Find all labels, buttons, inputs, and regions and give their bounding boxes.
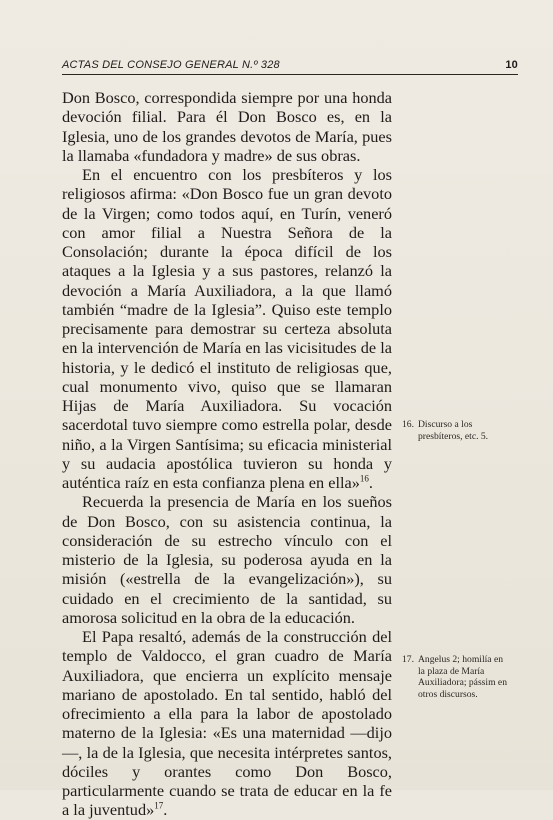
header-rule: [62, 74, 518, 75]
paragraph-3: Recuerda la presencia de María en los sueños de Don Bosco, con su asistencia continua, la consideración de su estrecho vínculo con el misterio de la Iglesia, su poderosa ayuda en la misión («estrella de la evangelización»), su cuidado en el crecimiento de la santidad, su amorosa solicitud en la obra de la educación.: [62, 492, 392, 627]
note-text: Angelus 2; homilía en la plaza de María Auxiliadora; pássim en otros discursos.: [418, 654, 507, 700]
footnote-ref-17: 17: [154, 800, 164, 811]
running-header: [62, 58, 518, 74]
note-text: Discurso a los presbíteros, etc. 5.: [418, 419, 489, 442]
paragraph-2: En el encuentro con los presbíteros y los religiosos afirma: «Don Bosco fue un gran devoto de la Virgen; como todos aquí, en Turín, veneró con amor filial a Nuestra Señora de la Consolación; durante la época difícil de los ataques a la Iglesia y a sus pastores, relanzó la devoción a María Auxiliadora, a la que llamó también “madre de la Iglesia”. Quiso este templo precisamente para demostrar su certeza absoluta en la intervención de María en las vicisitudes de la historia, y le dedicó el instituto de religiosas que, cual monumento vivo, quiso que se llamaran Hijas de María Auxiliadora. Su vocación sacerdotal tuvo siempre como estrella polar, desde niño, a la Virgen Santísima; su eficacia ministerial y su audacia apostólica tuvieron su honda y auténtica raíz en esta confianza plena en ella»$^{16}$.: [62, 165, 392, 492]
margin-note-17: [402, 654, 514, 700]
footnote-ref-16: 16: [359, 473, 369, 484]
main-text-column: [62, 88, 392, 820]
paragraph-1: Don Bosco, correspondida siempre por una honda devoción filial. Para él Don Bosco es, en la Iglesia, uno de los grandes devotos de María, pues la llamaba «fundadora y madre» de sus obras.: [62, 88, 392, 165]
note-number: 16.: [402, 419, 414, 430]
note-number: 17.: [402, 654, 414, 665]
paragraph-4: El Papa resaltó, además de la construcción del templo de Valdocco, el gran cuadro de María Auxiliadora, que encierra un explícito mensaje mariano de apostolado. En tal sentido, habló del ofrecimiento a ella para la labor de apostolado materno de la Iglesia: «Es una maternidad —dijo—, la de la Iglesia, que necesita intérpretes santos, dóciles y orantes como Don Bosco, particularmente cuando se trata de educar en la fe a la juventud»$^{17}$.: [62, 627, 392, 820]
page-number: 10: [505, 59, 518, 71]
running-title: ACTAS DEL CONSEJO GENERAL N.º 328: [62, 59, 280, 71]
margin-note-16: [402, 419, 514, 442]
